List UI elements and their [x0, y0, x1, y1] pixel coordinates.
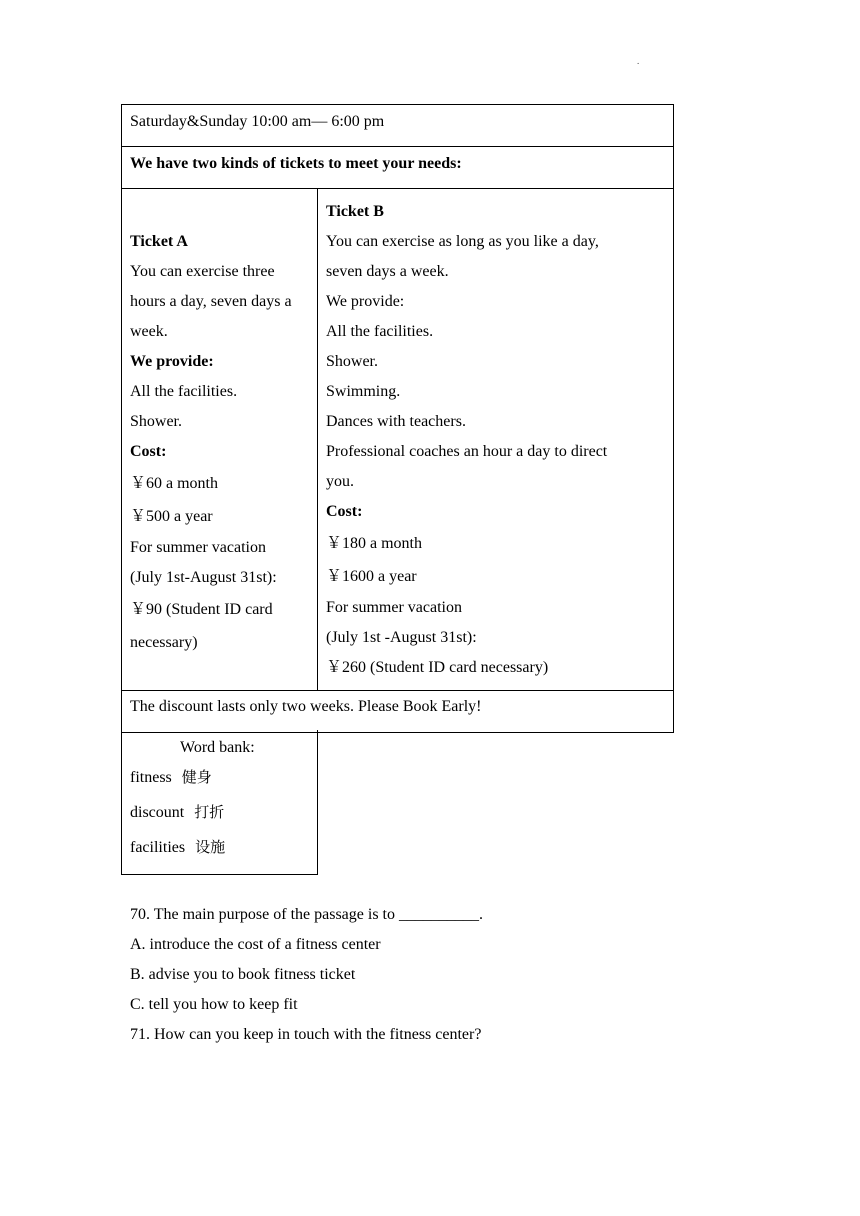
ticket-a-provide-label: We provide:: [130, 353, 214, 370]
ticket-b-title: Ticket B: [326, 203, 384, 220]
ticket-b-summer-line: (July 1st -August 31st):: [326, 629, 477, 646]
ticket-a-desc-line: You can exercise three: [130, 263, 275, 280]
ticket-b-cost-label: Cost:: [326, 503, 363, 520]
option-c: C. tell you how to keep fit: [130, 996, 298, 1013]
option-b: B. advise you to book fitness ticket: [130, 966, 356, 983]
ticket-a-desc-line: week.: [130, 323, 168, 340]
word-en: facilities: [130, 839, 186, 856]
ticket-a-cost: ￥500 a year: [130, 508, 213, 525]
word-bank: [121, 730, 318, 875]
ticket-b-provide-item: Swimming.: [326, 383, 401, 400]
intro-row: [121, 147, 674, 189]
ticket-b-cost: ￥180 a month: [326, 535, 422, 552]
word-en: discount: [130, 804, 185, 821]
word-bank-title: Word bank:: [180, 739, 255, 756]
ticket-a-desc-line: hours a day, seven days a: [130, 293, 292, 310]
ticket-a-title: Ticket A: [130, 233, 188, 250]
ticket-b-desc-line: seven days a week.: [326, 263, 449, 280]
ticket-a-provide-item: Shower.: [130, 413, 182, 430]
corner-mark: .: [637, 56, 640, 66]
option-a: A. introduce the cost of a fitness center: [130, 936, 381, 953]
footer-text: The discount lasts only two weeks. Please Book Early!: [130, 698, 482, 715]
ticket-a-provide-item: All the facilities.: [130, 383, 238, 400]
word-cn: 打折: [194, 803, 225, 821]
ticket-b-provide-item: Shower.: [326, 353, 378, 370]
ticket-a-summer-cost: necessary): [130, 634, 198, 651]
intro-text: We have two kinds of tickets to meet your needs:: [130, 155, 462, 172]
word-cn: 健身: [181, 768, 212, 786]
word-en: fitness: [130, 769, 172, 786]
ticket-b-summer-cost: ￥260 (Student ID card necessary): [326, 659, 549, 676]
ticket-b-provide-item: Dances with teachers.: [326, 413, 466, 430]
ticket-b-provide-label: We provide:: [326, 293, 405, 310]
word-bank-entry: [130, 830, 317, 865]
ticket-table: [121, 104, 674, 733]
word-bank-entry: [130, 795, 317, 830]
ticket-b-cost: ￥1600 a year: [326, 568, 417, 585]
ticket-a-summer-line: For summer vacation: [130, 539, 266, 556]
ticket-b-provide-item: All the facilities.: [326, 323, 434, 340]
hours-row: [121, 104, 674, 147]
question-71: 71. How can you keep in touch with the fitness center?: [130, 1026, 482, 1043]
hours-text: Saturday&Sunday 10:00 am— 6:00 pm: [130, 113, 385, 130]
ticket-a-summer-line: (July 1st-August 31st):: [130, 569, 277, 586]
ticket-b-summer-line: For summer vacation: [326, 599, 462, 616]
tickets-row: [121, 189, 674, 691]
word-cn: 设施: [195, 838, 226, 856]
word-bank-entry: [130, 760, 317, 795]
footer-row: [121, 691, 674, 733]
ticket-b-desc-line: You can exercise as long as you like a day,: [326, 233, 599, 250]
ticket-b-provide-item: Professional coaches an hour a day to direct: [326, 443, 608, 460]
ticket-b-provide-item: you.: [326, 473, 354, 490]
ticket-a-summer-cost: ￥90 (Student ID card: [130, 601, 273, 618]
ticket-b-cell: [318, 189, 673, 690]
ticket-a-cost-label: Cost:: [130, 443, 167, 460]
question-70: 70. The main purpose of the passage is to __________.: [130, 906, 483, 923]
ticket-a-cell: [122, 189, 318, 690]
questions: [130, 900, 483, 1050]
ticket-a-cost: ￥60 a month: [130, 475, 218, 492]
